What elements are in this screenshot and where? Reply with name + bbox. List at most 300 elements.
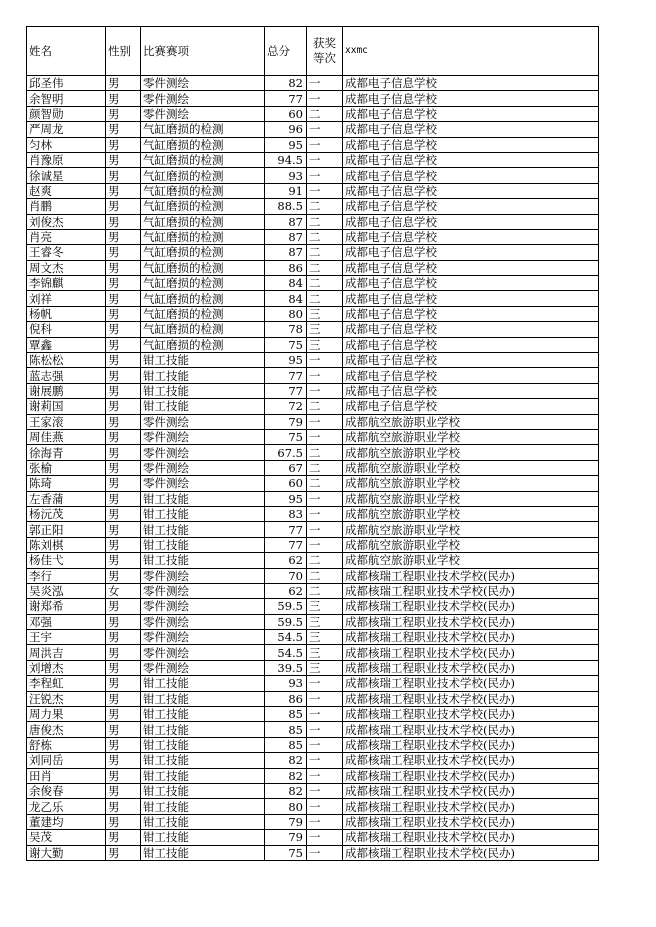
cell-gender: 男 bbox=[106, 630, 141, 645]
cell-gender: 男 bbox=[106, 707, 141, 722]
table-row bbox=[27, 122, 599, 137]
cell-name: 覃鑫 bbox=[27, 337, 106, 352]
cell-event: 气缸磨损的检测 bbox=[141, 306, 265, 321]
cell-award: 二 bbox=[307, 199, 343, 214]
cell-award: 一 bbox=[307, 183, 343, 198]
cell-event: 钳工技能 bbox=[141, 522, 265, 537]
cell-gender: 男 bbox=[106, 137, 141, 152]
table-row bbox=[27, 614, 599, 629]
cell-award: 一 bbox=[307, 137, 343, 152]
cell-event: 气缸磨损的检测 bbox=[141, 199, 265, 214]
cell-gender: 男 bbox=[106, 722, 141, 737]
cell-gender: 男 bbox=[106, 199, 141, 214]
cell-gender: 男 bbox=[106, 429, 141, 444]
cell-score: 83 bbox=[265, 506, 307, 521]
cell-award: 一 bbox=[307, 753, 343, 768]
table-row bbox=[27, 414, 599, 429]
cell-school: 成都电子信息学校 bbox=[343, 322, 599, 337]
cell-award: 一 bbox=[307, 76, 343, 91]
cell-award: 二 bbox=[307, 245, 343, 260]
cell-event: 气缸磨损的检测 bbox=[141, 229, 265, 244]
cell-name: 杨佳弋 bbox=[27, 553, 106, 568]
table-row bbox=[27, 476, 599, 491]
cell-school: 成都航空旅游职业学校 bbox=[343, 537, 599, 552]
table-row bbox=[27, 245, 599, 260]
cell-name: 谢莉国 bbox=[27, 399, 106, 414]
cell-school: 成都核瑞工程职业技术学校(民办) bbox=[343, 583, 599, 598]
cell-award: 一 bbox=[307, 722, 343, 737]
cell-name: 陈松松 bbox=[27, 353, 106, 368]
cell-school: 成都电子信息学校 bbox=[343, 368, 599, 383]
cell-school: 成都电子信息学校 bbox=[343, 137, 599, 152]
cell-name: 周力果 bbox=[27, 707, 106, 722]
cell-gender: 女 bbox=[106, 583, 141, 598]
cell-gender: 男 bbox=[106, 491, 141, 506]
cell-score: 87 bbox=[265, 245, 307, 260]
cell-award: 一 bbox=[307, 91, 343, 106]
cell-school: 成都核瑞工程职业技术学校(民办) bbox=[343, 753, 599, 768]
cell-event: 零件测绘 bbox=[141, 414, 265, 429]
table-row bbox=[27, 814, 599, 829]
cell-event: 钳工技能 bbox=[141, 691, 265, 706]
cell-event: 气缸磨损的检测 bbox=[141, 276, 265, 291]
cell-school: 成都核瑞工程职业技术学校(民办) bbox=[343, 830, 599, 845]
cell-score: 77 bbox=[265, 91, 307, 106]
cell-name: 刘增杰 bbox=[27, 660, 106, 675]
cell-event: 气缸磨损的检测 bbox=[141, 322, 265, 337]
cell-name: 颜智勋 bbox=[27, 106, 106, 121]
table-row bbox=[27, 429, 599, 444]
cell-score: 91 bbox=[265, 183, 307, 198]
cell-award: 一 bbox=[307, 152, 343, 167]
cell-gender: 男 bbox=[106, 537, 141, 552]
table-row bbox=[27, 630, 599, 645]
cell-award: 一 bbox=[307, 537, 343, 552]
cell-gender: 男 bbox=[106, 245, 141, 260]
cell-gender: 男 bbox=[106, 353, 141, 368]
cell-award: 三 bbox=[307, 599, 343, 614]
cell-name: 董建均 bbox=[27, 814, 106, 829]
cell-event: 零件测绘 bbox=[141, 645, 265, 660]
cell-score: 62 bbox=[265, 583, 307, 598]
cell-school: 成都航空旅游职业学校 bbox=[343, 476, 599, 491]
table-row bbox=[27, 353, 599, 368]
header-event: 比赛赛项 bbox=[141, 27, 265, 76]
cell-gender: 男 bbox=[106, 845, 141, 860]
table-row bbox=[27, 722, 599, 737]
cell-score: 54.5 bbox=[265, 645, 307, 660]
spreadsheet-page bbox=[26, 26, 598, 861]
cell-name: 吴炎泓 bbox=[27, 583, 106, 598]
table-row bbox=[27, 399, 599, 414]
cell-score: 85 bbox=[265, 722, 307, 737]
cell-score: 79 bbox=[265, 814, 307, 829]
cell-school: 成都电子信息学校 bbox=[343, 183, 599, 198]
cell-event: 钳工技能 bbox=[141, 506, 265, 521]
cell-score: 85 bbox=[265, 737, 307, 752]
table-row bbox=[27, 799, 599, 814]
cell-school: 成都电子信息学校 bbox=[343, 152, 599, 167]
table-row bbox=[27, 537, 599, 552]
cell-gender: 男 bbox=[106, 645, 141, 660]
cell-award: 一 bbox=[307, 368, 343, 383]
cell-gender: 男 bbox=[106, 676, 141, 691]
cell-event: 钳工技能 bbox=[141, 845, 265, 860]
cell-score: 72 bbox=[265, 399, 307, 414]
cell-event: 钳工技能 bbox=[141, 753, 265, 768]
cell-score: 70 bbox=[265, 568, 307, 583]
table-row bbox=[27, 707, 599, 722]
cell-school: 成都航空旅游职业学校 bbox=[343, 506, 599, 521]
cell-gender: 男 bbox=[106, 553, 141, 568]
cell-score: 95 bbox=[265, 353, 307, 368]
cell-gender: 男 bbox=[106, 260, 141, 275]
cell-gender: 男 bbox=[106, 737, 141, 752]
cell-event: 气缸磨损的检测 bbox=[141, 137, 265, 152]
cell-award: 一 bbox=[307, 491, 343, 506]
cell-award: 二 bbox=[307, 583, 343, 598]
cell-event: 零件测绘 bbox=[141, 614, 265, 629]
table-row bbox=[27, 276, 599, 291]
cell-award: 一 bbox=[307, 814, 343, 829]
table-row bbox=[27, 383, 599, 398]
cell-school: 成都核瑞工程职业技术学校(民办) bbox=[343, 691, 599, 706]
cell-event: 钳工技能 bbox=[141, 799, 265, 814]
cell-name: 陈琦 bbox=[27, 476, 106, 491]
cell-gender: 男 bbox=[106, 599, 141, 614]
cell-event: 零件测绘 bbox=[141, 91, 265, 106]
cell-event: 气缸磨损的检测 bbox=[141, 168, 265, 183]
cell-school: 成都电子信息学校 bbox=[343, 106, 599, 121]
cell-gender: 男 bbox=[106, 168, 141, 183]
cell-school: 成都航空旅游职业学校 bbox=[343, 522, 599, 537]
cell-award: 二 bbox=[307, 106, 343, 121]
cell-name: 王宇 bbox=[27, 630, 106, 645]
cell-award: 二 bbox=[307, 568, 343, 583]
cell-award: 一 bbox=[307, 783, 343, 798]
cell-school: 成都电子信息学校 bbox=[343, 199, 599, 214]
cell-school: 成都航空旅游职业学校 bbox=[343, 445, 599, 460]
cell-award: 一 bbox=[307, 691, 343, 706]
cell-score: 96 bbox=[265, 122, 307, 137]
cell-name: 刘同岳 bbox=[27, 753, 106, 768]
table-row bbox=[27, 368, 599, 383]
cell-score: 82 bbox=[265, 753, 307, 768]
table-row bbox=[27, 568, 599, 583]
cell-gender: 男 bbox=[106, 799, 141, 814]
cell-award: 三 bbox=[307, 337, 343, 352]
cell-score: 84 bbox=[265, 291, 307, 306]
cell-score: 75 bbox=[265, 429, 307, 444]
cell-score: 82 bbox=[265, 768, 307, 783]
cell-name: 周文杰 bbox=[27, 260, 106, 275]
cell-gender: 男 bbox=[106, 229, 141, 244]
cell-score: 95 bbox=[265, 491, 307, 506]
cell-event: 零件测绘 bbox=[141, 599, 265, 614]
cell-event: 钳工技能 bbox=[141, 768, 265, 783]
cell-gender: 男 bbox=[106, 322, 141, 337]
cell-event: 零件测绘 bbox=[141, 429, 265, 444]
cell-gender: 男 bbox=[106, 276, 141, 291]
cell-name: 汪锐杰 bbox=[27, 691, 106, 706]
table-row bbox=[27, 460, 599, 475]
cell-award: 一 bbox=[307, 353, 343, 368]
table-row bbox=[27, 168, 599, 183]
cell-name: 王家滚 bbox=[27, 414, 106, 429]
cell-gender: 男 bbox=[106, 830, 141, 845]
cell-award: 二 bbox=[307, 445, 343, 460]
table-body bbox=[27, 76, 599, 861]
cell-school: 成都核瑞工程职业技术学校(民办) bbox=[343, 568, 599, 583]
cell-name: 邓强 bbox=[27, 614, 106, 629]
cell-name: 谢展鹏 bbox=[27, 383, 106, 398]
cell-name: 邱圣伟 bbox=[27, 76, 106, 91]
cell-name: 赵爽 bbox=[27, 183, 106, 198]
cell-event: 气缸磨损的检测 bbox=[141, 337, 265, 352]
cell-score: 59.5 bbox=[265, 614, 307, 629]
cell-gender: 男 bbox=[106, 506, 141, 521]
cell-score: 86 bbox=[265, 260, 307, 275]
cell-score: 86 bbox=[265, 691, 307, 706]
cell-score: 87 bbox=[265, 214, 307, 229]
cell-event: 钳工技能 bbox=[141, 722, 265, 737]
cell-gender: 男 bbox=[106, 783, 141, 798]
cell-award: 一 bbox=[307, 707, 343, 722]
cell-award: 三 bbox=[307, 645, 343, 660]
cell-name: 匀林 bbox=[27, 137, 106, 152]
cell-school: 成都核瑞工程职业技术学校(民办) bbox=[343, 707, 599, 722]
cell-score: 39.5 bbox=[265, 660, 307, 675]
cell-event: 零件测绘 bbox=[141, 568, 265, 583]
table-row bbox=[27, 830, 599, 845]
cell-score: 87 bbox=[265, 229, 307, 244]
cell-award: 一 bbox=[307, 799, 343, 814]
cell-event: 零件测绘 bbox=[141, 76, 265, 91]
table-row bbox=[27, 506, 599, 521]
cell-award: 二 bbox=[307, 399, 343, 414]
header-award bbox=[307, 27, 343, 76]
cell-school: 成都核瑞工程职业技术学校(民办) bbox=[343, 660, 599, 675]
cell-event: 钳工技能 bbox=[141, 707, 265, 722]
cell-school: 成都电子信息学校 bbox=[343, 276, 599, 291]
table-row bbox=[27, 214, 599, 229]
cell-name: 倪科 bbox=[27, 322, 106, 337]
cell-event: 钳工技能 bbox=[141, 537, 265, 552]
cell-gender: 男 bbox=[106, 568, 141, 583]
table-row bbox=[27, 199, 599, 214]
cell-name: 谢大勤 bbox=[27, 845, 106, 860]
cell-school: 成都电子信息学校 bbox=[343, 76, 599, 91]
cell-name: 舒栋 bbox=[27, 737, 106, 752]
cell-gender: 男 bbox=[106, 814, 141, 829]
cell-award: 二 bbox=[307, 553, 343, 568]
cell-gender: 男 bbox=[106, 476, 141, 491]
cell-name: 李程虹 bbox=[27, 676, 106, 691]
cell-gender: 男 bbox=[106, 368, 141, 383]
cell-school: 成都电子信息学校 bbox=[343, 306, 599, 321]
cell-award: 一 bbox=[307, 429, 343, 444]
cell-name: 李锦麒 bbox=[27, 276, 106, 291]
header-gender: 性别 bbox=[106, 27, 141, 76]
cell-score: 79 bbox=[265, 830, 307, 845]
header-name: 姓名 bbox=[27, 27, 106, 76]
cell-school: 成都电子信息学校 bbox=[343, 399, 599, 414]
table-row bbox=[27, 768, 599, 783]
cell-award: 一 bbox=[307, 522, 343, 537]
cell-event: 气缸磨损的检测 bbox=[141, 260, 265, 275]
cell-event: 钳工技能 bbox=[141, 783, 265, 798]
cell-school: 成都电子信息学校 bbox=[343, 337, 599, 352]
table-row bbox=[27, 306, 599, 321]
cell-gender: 男 bbox=[106, 445, 141, 460]
cell-name: 肖鹏 bbox=[27, 199, 106, 214]
table-row bbox=[27, 660, 599, 675]
cell-name: 徐诚星 bbox=[27, 168, 106, 183]
cell-school: 成都核瑞工程职业技术学校(民办) bbox=[343, 599, 599, 614]
cell-gender: 男 bbox=[106, 414, 141, 429]
cell-award: 三 bbox=[307, 614, 343, 629]
cell-score: 77 bbox=[265, 383, 307, 398]
cell-award: 三 bbox=[307, 660, 343, 675]
cell-award: 二 bbox=[307, 229, 343, 244]
cell-gender: 男 bbox=[106, 383, 141, 398]
cell-school: 成都电子信息学校 bbox=[343, 383, 599, 398]
table-row bbox=[27, 553, 599, 568]
cell-award: 一 bbox=[307, 383, 343, 398]
cell-school: 成都核瑞工程职业技术学校(民办) bbox=[343, 814, 599, 829]
cell-award: 二 bbox=[307, 476, 343, 491]
cell-school: 成都电子信息学校 bbox=[343, 291, 599, 306]
cell-event: 气缸磨损的检测 bbox=[141, 291, 265, 306]
cell-score: 77 bbox=[265, 368, 307, 383]
cell-score: 67 bbox=[265, 460, 307, 475]
cell-event: 零件测绘 bbox=[141, 460, 265, 475]
cell-event: 钳工技能 bbox=[141, 676, 265, 691]
cell-gender: 男 bbox=[106, 306, 141, 321]
cell-event: 零件测绘 bbox=[141, 660, 265, 675]
cell-school: 成都电子信息学校 bbox=[343, 91, 599, 106]
cell-event: 钳工技能 bbox=[141, 830, 265, 845]
cell-school: 成都电子信息学校 bbox=[343, 229, 599, 244]
cell-score: 60 bbox=[265, 106, 307, 121]
cell-name: 王睿冬 bbox=[27, 245, 106, 260]
cell-score: 80 bbox=[265, 799, 307, 814]
cell-score: 82 bbox=[265, 783, 307, 798]
cell-school: 成都核瑞工程职业技术学校(民办) bbox=[343, 676, 599, 691]
cell-event: 气缸磨损的检测 bbox=[141, 183, 265, 198]
cell-event: 零件测绘 bbox=[141, 106, 265, 121]
cell-event: 钳工技能 bbox=[141, 737, 265, 752]
cell-school: 成都核瑞工程职业技术学校(民办) bbox=[343, 722, 599, 737]
cell-name: 严周龙 bbox=[27, 122, 106, 137]
cell-gender: 男 bbox=[106, 152, 141, 167]
cell-gender: 男 bbox=[106, 106, 141, 121]
cell-name: 张榆 bbox=[27, 460, 106, 475]
cell-name: 吴茂 bbox=[27, 830, 106, 845]
cell-score: 79 bbox=[265, 414, 307, 429]
cell-award: 一 bbox=[307, 845, 343, 860]
header-score: 总分 bbox=[265, 27, 307, 76]
cell-gender: 男 bbox=[106, 660, 141, 675]
cell-score: 82 bbox=[265, 76, 307, 91]
cell-school: 成都核瑞工程职业技术学校(民办) bbox=[343, 768, 599, 783]
cell-gender: 男 bbox=[106, 522, 141, 537]
cell-award: 二 bbox=[307, 214, 343, 229]
cell-name: 龙乙乐 bbox=[27, 799, 106, 814]
cell-school: 成都核瑞工程职业技术学校(民办) bbox=[343, 845, 599, 860]
cell-award: 一 bbox=[307, 506, 343, 521]
cell-score: 78 bbox=[265, 322, 307, 337]
cell-gender: 男 bbox=[106, 614, 141, 629]
cell-school: 成都电子信息学校 bbox=[343, 168, 599, 183]
cell-gender: 男 bbox=[106, 768, 141, 783]
cell-name: 李行 bbox=[27, 568, 106, 583]
cell-school: 成都核瑞工程职业技术学校(民办) bbox=[343, 630, 599, 645]
cell-name: 杨帆 bbox=[27, 306, 106, 321]
cell-school: 成都航空旅游职业学校 bbox=[343, 553, 599, 568]
cell-name: 蓝志强 bbox=[27, 368, 106, 383]
cell-gender: 男 bbox=[106, 691, 141, 706]
cell-name: 刘祥 bbox=[27, 291, 106, 306]
table-row bbox=[27, 491, 599, 506]
cell-award: 二 bbox=[307, 260, 343, 275]
cell-award: 二 bbox=[307, 276, 343, 291]
cell-event: 钳工技能 bbox=[141, 491, 265, 506]
cell-score: 80 bbox=[265, 306, 307, 321]
cell-name: 徐海青 bbox=[27, 445, 106, 460]
cell-award: 一 bbox=[307, 122, 343, 137]
cell-gender: 男 bbox=[106, 122, 141, 137]
cell-score: 59.5 bbox=[265, 599, 307, 614]
cell-school: 成都电子信息学校 bbox=[343, 214, 599, 229]
cell-award: 三 bbox=[307, 322, 343, 337]
cell-name: 田肖 bbox=[27, 768, 106, 783]
cell-award: 一 bbox=[307, 414, 343, 429]
cell-school: 成都核瑞工程职业技术学校(民办) bbox=[343, 614, 599, 629]
cell-score: 95 bbox=[265, 137, 307, 152]
cell-award: 一 bbox=[307, 830, 343, 845]
cell-school: 成都航空旅游职业学校 bbox=[343, 460, 599, 475]
cell-event: 零件测绘 bbox=[141, 445, 265, 460]
cell-school: 成都核瑞工程职业技术学校(民办) bbox=[343, 737, 599, 752]
cell-award: 二 bbox=[307, 291, 343, 306]
cell-event: 气缸磨损的检测 bbox=[141, 245, 265, 260]
cell-score: 75 bbox=[265, 337, 307, 352]
cell-award: 二 bbox=[307, 460, 343, 475]
cell-score: 77 bbox=[265, 537, 307, 552]
cell-score: 60 bbox=[265, 476, 307, 491]
table-row bbox=[27, 183, 599, 198]
header-award-line1: 获奖 bbox=[313, 36, 336, 50]
cell-name: 谢郑希 bbox=[27, 599, 106, 614]
cell-name: 余俊春 bbox=[27, 783, 106, 798]
table-row bbox=[27, 445, 599, 460]
header-award-line2: 等次 bbox=[313, 51, 336, 65]
cell-event: 钳工技能 bbox=[141, 383, 265, 398]
cell-event: 零件测绘 bbox=[141, 630, 265, 645]
cell-score: 77 bbox=[265, 522, 307, 537]
cell-gender: 男 bbox=[106, 291, 141, 306]
cell-event: 钳工技能 bbox=[141, 814, 265, 829]
cell-gender: 男 bbox=[106, 183, 141, 198]
cell-score: 84 bbox=[265, 276, 307, 291]
cell-event: 钳工技能 bbox=[141, 353, 265, 368]
cell-school: 成都核瑞工程职业技术学校(民办) bbox=[343, 799, 599, 814]
table-row bbox=[27, 599, 599, 614]
cell-school: 成都核瑞工程职业技术学校(民办) bbox=[343, 783, 599, 798]
table-row bbox=[27, 337, 599, 352]
cell-name: 余智明 bbox=[27, 91, 106, 106]
